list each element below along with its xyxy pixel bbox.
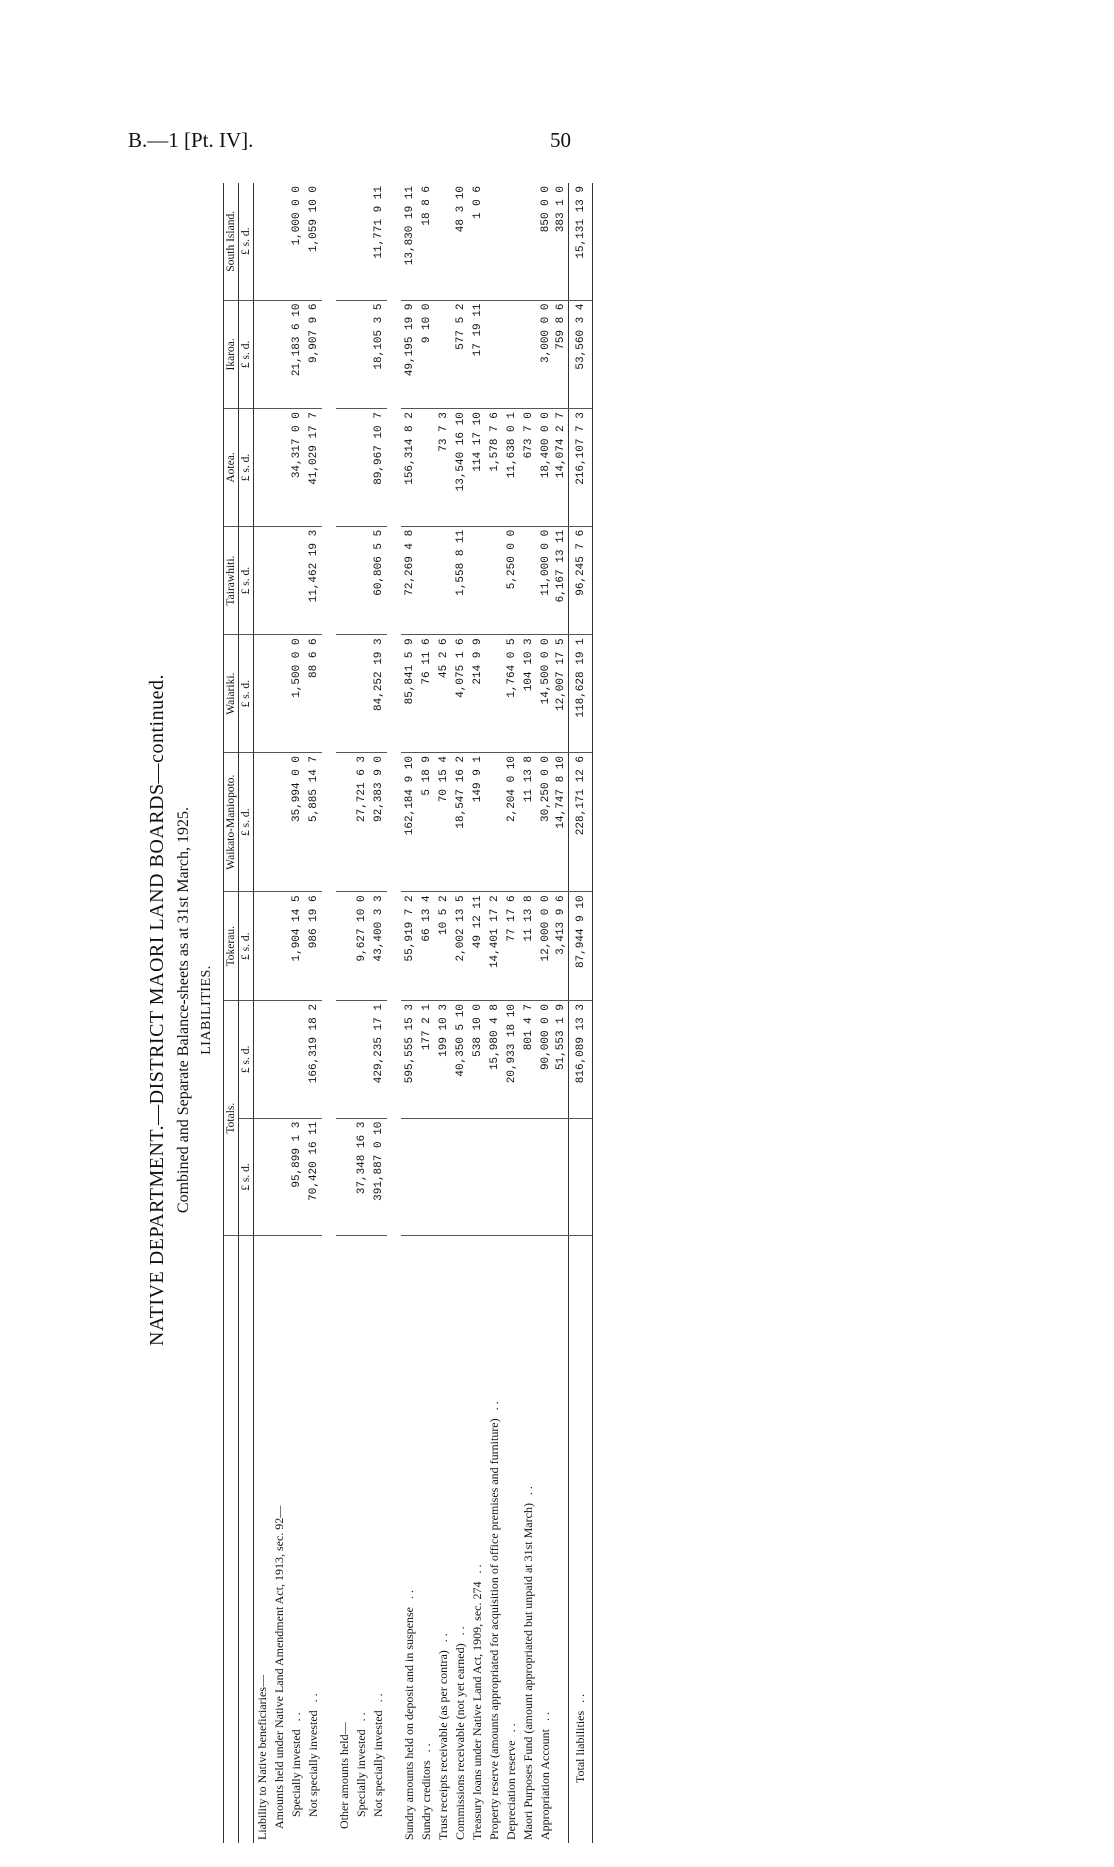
- amount-cell: [418, 526, 435, 635]
- table-row: [387, 183, 401, 1843]
- amount-cell: 1,500 0 0: [288, 635, 305, 753]
- amount-cell: 1,764 0 5: [503, 635, 520, 753]
- amount-cell: [288, 1001, 305, 1119]
- amount-cell: [520, 526, 537, 635]
- amount-cell: [288, 526, 305, 635]
- row-label: Not specially invested. .: [371, 1693, 385, 1817]
- amount-cell: 11,771 9 11: [370, 183, 387, 300]
- amount-cell: 199 10 3: [435, 1001, 452, 1119]
- row-label: Not specially invested. .: [306, 1693, 320, 1817]
- amount-cell: [271, 892, 288, 1001]
- sub-amount: [520, 1118, 537, 1236]
- table-row: [305, 183, 322, 1843]
- column-header: Waikato-Maniopoto.: [224, 752, 239, 891]
- amount-cell: 9 10 0: [418, 300, 435, 409]
- column-header: Aotea.: [224, 409, 239, 527]
- amount-cell: 5,885 14 7: [305, 752, 322, 891]
- sub-amount: 391,887 0 10: [370, 1118, 387, 1236]
- unit-header: £ s. d.: [239, 300, 254, 409]
- total-amount: 228,171 12 6: [569, 752, 593, 891]
- amount-cell: [254, 892, 272, 1001]
- unit-header: £ s. d.: [239, 1118, 254, 1236]
- amount-cell: 1,904 14 5: [288, 892, 305, 1001]
- table-row: [418, 183, 435, 1843]
- liabilities-table: [223, 183, 593, 1843]
- rotated-table-region: [140, 165, 880, 1855]
- leader-dots: . .: [436, 1633, 450, 1643]
- amount-cell: 177 2 1: [418, 1001, 435, 1119]
- amount-cell: 10 5 2: [435, 892, 452, 1001]
- amount-cell: [336, 300, 353, 409]
- row-label: [554, 1236, 569, 1843]
- row-label: Maori Purposes Fund (amount appropriated but unpaid at 31st March). .: [521, 1486, 535, 1840]
- total-amount: 216,107 7 3: [569, 409, 593, 527]
- amount-cell: [469, 526, 486, 635]
- amount-cell: [486, 183, 503, 300]
- leader-dots: . .: [487, 1401, 501, 1411]
- amount-cell: 986 19 6: [305, 892, 322, 1001]
- total-row: [569, 183, 593, 1843]
- amount-cell: 104 10 3: [520, 635, 537, 753]
- table-row: [370, 183, 387, 1843]
- total-amount: 53,560 3 4: [569, 300, 593, 409]
- amount-cell: [503, 183, 520, 300]
- amount-cell: 12,000 0 0: [537, 892, 554, 1001]
- amount-cell: 18,547 16 2: [452, 752, 469, 891]
- amount-cell: 801 4 7: [520, 1001, 537, 1119]
- running-head: B.—1 [Pt. IV].: [128, 128, 254, 152]
- sub-amount: [537, 1118, 554, 1236]
- amount-cell: [336, 526, 353, 635]
- amount-cell: [254, 1001, 272, 1119]
- sub-amount: 37,348 16 3: [353, 1118, 370, 1236]
- amount-cell: 41,029 17 7: [305, 409, 322, 527]
- leader-dots: . .: [453, 1626, 467, 1636]
- amount-cell: 850 0 0: [537, 183, 554, 300]
- section-heading: LIABILITIES.: [199, 965, 214, 1055]
- row-label: Specially invested. .: [289, 1712, 303, 1817]
- total-amount: 15,131 13 9: [569, 183, 593, 300]
- amount-cell: [353, 1001, 370, 1119]
- row-label: Sundry amounts held on deposit and in suspense. .: [402, 1590, 416, 1840]
- amount-cell: [418, 409, 435, 527]
- amount-cell: [486, 526, 503, 635]
- amount-cell: 11,000 0 0: [537, 526, 554, 635]
- amount-cell: 55,919 7 2: [401, 892, 418, 1001]
- amount-cell: [271, 752, 288, 891]
- amount-cell: 49 12 11: [469, 892, 486, 1001]
- amount-cell: [254, 409, 272, 527]
- amount-cell: 166,319 18 2: [305, 1001, 322, 1119]
- amount-cell: [254, 300, 272, 409]
- amount-cell: 21,183 6 10: [288, 300, 305, 409]
- unit-header: £ s. d.: [239, 183, 254, 300]
- amount-cell: 14,500 0 0: [537, 635, 554, 753]
- amount-cell: 595,555 15 3: [401, 1001, 418, 1119]
- table-row: [254, 183, 272, 1843]
- amount-cell: [271, 409, 288, 527]
- amount-cell: 11,638 0 1: [503, 409, 520, 527]
- total-amount: 118,628 19 1: [569, 635, 593, 753]
- amount-cell: [353, 526, 370, 635]
- amount-cell: 18,400 0 0: [537, 409, 554, 527]
- amount-cell: [353, 409, 370, 527]
- leader-dots: . .: [521, 1486, 535, 1496]
- table-row: [486, 183, 503, 1843]
- amount-cell: 114 17 10: [469, 409, 486, 527]
- sub-amount: [271, 1118, 288, 1236]
- amount-cell: [254, 635, 272, 753]
- table-row: [537, 183, 554, 1843]
- amount-cell: [486, 752, 503, 891]
- sub-amount: 95,899 1 3: [288, 1118, 305, 1236]
- column-header: Ikaroa.: [224, 300, 239, 409]
- column-header: Tokerau.: [224, 892, 239, 1001]
- amount-cell: 14,401 17 2: [486, 892, 503, 1001]
- amount-cell: [486, 300, 503, 409]
- table-row: [503, 183, 520, 1843]
- leader-dots: . .: [306, 1693, 320, 1703]
- sub-amount: 70,420 16 11: [305, 1118, 322, 1236]
- row-label: Specially invested. .: [354, 1712, 368, 1817]
- amount-cell: 6,167 13 11: [554, 526, 569, 635]
- amount-cell: 60,806 5 5: [370, 526, 387, 635]
- amount-cell: 34,317 0 0: [288, 409, 305, 527]
- amount-cell: 84,252 19 3: [370, 635, 387, 753]
- table-row: [322, 183, 336, 1843]
- amount-cell: 577 5 2: [452, 300, 469, 409]
- amount-cell: 77 17 6: [503, 892, 520, 1001]
- amount-cell: [353, 183, 370, 300]
- amount-cell: [336, 752, 353, 891]
- row-label: Liability to Native beneficiaries—: [255, 1675, 269, 1840]
- amount-cell: 49,195 19 9: [401, 300, 418, 409]
- amount-cell: 72,269 4 8: [401, 526, 418, 635]
- leader-dots: . .: [371, 1693, 385, 1703]
- table-row: [401, 183, 418, 1843]
- row-label: Trust receipts receivable (as per contra). .: [436, 1633, 450, 1840]
- amount-cell: 15,980 4 8: [486, 1001, 503, 1119]
- table-row: [520, 183, 537, 1843]
- amount-cell: [435, 183, 452, 300]
- row-label: Sundry creditors. .: [419, 1743, 433, 1840]
- sub-amount: [452, 1118, 469, 1236]
- amount-cell: 92,383 9 0: [370, 752, 387, 891]
- amount-cell: [353, 300, 370, 409]
- amount-cell: [336, 635, 353, 753]
- amount-cell: [271, 183, 288, 300]
- page-title: NATIVE DEPARTMENT.—DISTRICT MAORI LAND BOARDS—continued.: [146, 674, 168, 1346]
- table-row: [452, 183, 469, 1843]
- sub-amount: [418, 1118, 435, 1236]
- amount-cell: 149 9 1: [469, 752, 486, 891]
- row-label: Appropriation Account. .: [538, 1712, 552, 1840]
- amount-cell: 43,400 3 3: [370, 892, 387, 1001]
- amount-cell: [254, 752, 272, 891]
- amount-cell: 27,721 6 3: [353, 752, 370, 891]
- amount-cell: 11 13 8: [520, 892, 537, 1001]
- table-row: [353, 183, 370, 1843]
- leader-dots: . .: [538, 1712, 552, 1722]
- amount-cell: 429,235 17 1: [370, 1001, 387, 1119]
- amount-cell: 18 8 6: [418, 183, 435, 300]
- unit-header: £ s. d.: [239, 892, 254, 1001]
- page-subtitle: Combined and Separate Balance-sheets as at 31st March, 1925.: [175, 806, 192, 1214]
- page-number: 50: [550, 128, 571, 152]
- amount-cell: 5,250 0 0: [503, 526, 520, 635]
- amount-cell: 214 9 9: [469, 635, 486, 753]
- table-row: [435, 183, 452, 1843]
- amount-cell: 14,747 8 10: [554, 752, 569, 891]
- amount-cell: 13,540 16 10: [452, 409, 469, 527]
- amount-cell: 48 3 10: [452, 183, 469, 300]
- sub-amount: [435, 1118, 452, 1236]
- amount-cell: [336, 409, 353, 527]
- table-row: [469, 183, 486, 1843]
- amount-cell: 45 2 6: [435, 635, 452, 753]
- row-label: Depreciation reserve. .: [504, 1723, 518, 1840]
- amount-cell: [520, 300, 537, 409]
- amount-cell: [520, 183, 537, 300]
- amount-cell: 383 1 0: [554, 183, 569, 300]
- leader-dots: . .: [402, 1590, 416, 1600]
- sub-amount: [254, 1118, 272, 1236]
- amount-cell: [254, 183, 272, 300]
- row-label: Property reserve (amounts appropriated for acquisition of office premises and furniture). .: [487, 1401, 501, 1840]
- row-label: Treasury loans under Native Land Act, 1909, sec. 274. .: [470, 1564, 484, 1840]
- amount-cell: 13,830 19 11: [401, 183, 418, 300]
- amount-cell: [254, 526, 272, 635]
- amount-cell: 18,105 3 5: [370, 300, 387, 409]
- unit-header: £ s. d.: [239, 635, 254, 753]
- amount-cell: 17 19 11: [469, 300, 486, 409]
- amount-cell: [336, 183, 353, 300]
- amount-cell: 85,841 5 9: [401, 635, 418, 753]
- leader-dots: . .: [504, 1723, 518, 1733]
- leader-dots: . .: [419, 1743, 433, 1753]
- sub-amount: [554, 1118, 569, 1236]
- amount-cell: 14,074 2 7: [554, 409, 569, 527]
- total-amount: 87,944 9 10: [569, 892, 593, 1001]
- row-label: Commissions receivable (not yet earned). .: [453, 1626, 467, 1840]
- amount-cell: [486, 635, 503, 753]
- header-blank: [224, 1236, 239, 1843]
- amount-cell: 1,578 7 6: [486, 409, 503, 527]
- amount-cell: 3,413 9 6: [554, 892, 569, 1001]
- amount-cell: 1,000 0 0: [288, 183, 305, 300]
- amount-cell: 11 13 8: [520, 752, 537, 891]
- amount-cell: 5 18 9: [418, 752, 435, 891]
- amount-cell: 4,075 1 6: [452, 635, 469, 753]
- amount-cell: 673 7 0: [520, 409, 537, 527]
- amount-cell: 9,627 10 0: [353, 892, 370, 1001]
- table-row: [271, 183, 288, 1843]
- amount-cell: 162,184 9 10: [401, 752, 418, 891]
- amount-cell: 40,350 5 10: [452, 1001, 469, 1119]
- amount-cell: [435, 300, 452, 409]
- sub-amount: [469, 1118, 486, 1236]
- amount-cell: 51,553 1 9: [554, 1001, 569, 1119]
- amount-cell: [336, 892, 353, 1001]
- amount-cell: [336, 1001, 353, 1119]
- amount-cell: 2,002 13 5: [452, 892, 469, 1001]
- row-label: Other amounts held—: [337, 1722, 351, 1829]
- amount-cell: 538 10 0: [469, 1001, 486, 1119]
- amount-cell: [271, 635, 288, 753]
- amount-cell: 3,000 0 0: [537, 300, 554, 409]
- column-header: Waiariki.: [224, 635, 239, 753]
- amount-cell: [503, 300, 520, 409]
- row-label: Amounts held under Native Land Amendment Act, 1913, sec. 92—: [272, 1505, 286, 1829]
- unit-header: £ s. d.: [239, 752, 254, 891]
- total-label: Total liabilities. .: [569, 1236, 593, 1843]
- sub-amount: [486, 1118, 503, 1236]
- sub-amount: [401, 1118, 418, 1236]
- unit-header: £ s. d.: [239, 526, 254, 635]
- amount-cell: 35,994 0 0: [288, 752, 305, 891]
- amount-cell: 759 8 6: [554, 300, 569, 409]
- amount-cell: 1,558 8 11: [452, 526, 469, 635]
- leader-dots: . .: [573, 1693, 587, 1703]
- amount-cell: 1,059 10 0: [305, 183, 322, 300]
- amount-cell: 20,933 18 10: [503, 1001, 520, 1119]
- amount-cell: 89,967 10 7: [370, 409, 387, 527]
- sub-amount: [336, 1118, 353, 1236]
- column-header: Tairawhiti.: [224, 526, 239, 635]
- amount-cell: 9,907 9 6: [305, 300, 322, 409]
- total-amount: 96,245 7 6: [569, 526, 593, 635]
- amount-cell: 76 11 6: [418, 635, 435, 753]
- unit-header: £ s. d.: [239, 409, 254, 527]
- table-row: [554, 183, 569, 1843]
- table-row: [288, 183, 305, 1843]
- amount-cell: 1 0 6: [469, 183, 486, 300]
- unit-header: £ s. d.: [239, 1001, 254, 1119]
- amount-cell: 11,462 19 3: [305, 526, 322, 635]
- amount-cell: 12,007 17 5: [554, 635, 569, 753]
- sub-amount: [503, 1118, 520, 1236]
- amount-cell: [271, 526, 288, 635]
- amount-cell: 156,314 8 2: [401, 409, 418, 527]
- amount-cell: [271, 1001, 288, 1119]
- amount-cell: [271, 300, 288, 409]
- sub-amount: [569, 1118, 593, 1236]
- leader-dots: . .: [289, 1712, 303, 1722]
- amount-cell: 70 15 4: [435, 752, 452, 891]
- amount-cell: [435, 526, 452, 635]
- table-row: [336, 183, 353, 1843]
- leader-dots: . .: [354, 1712, 368, 1722]
- amount-cell: 30,250 0 0: [537, 752, 554, 891]
- header-blank: [239, 1236, 254, 1843]
- amount-cell: 73 7 3: [435, 409, 452, 527]
- total-amount: 816,089 13 3: [569, 1001, 593, 1119]
- amount-cell: [353, 635, 370, 753]
- amount-cell: 90,000 0 0: [537, 1001, 554, 1119]
- leader-dots: . .: [470, 1564, 484, 1574]
- amount-cell: 2,204 0 10: [503, 752, 520, 891]
- column-header: South Island.: [224, 183, 239, 300]
- amount-cell: 88 6 6: [305, 635, 322, 753]
- amount-cell: 66 13 4: [418, 892, 435, 1001]
- column-header-totals: Totals.: [224, 1001, 239, 1236]
